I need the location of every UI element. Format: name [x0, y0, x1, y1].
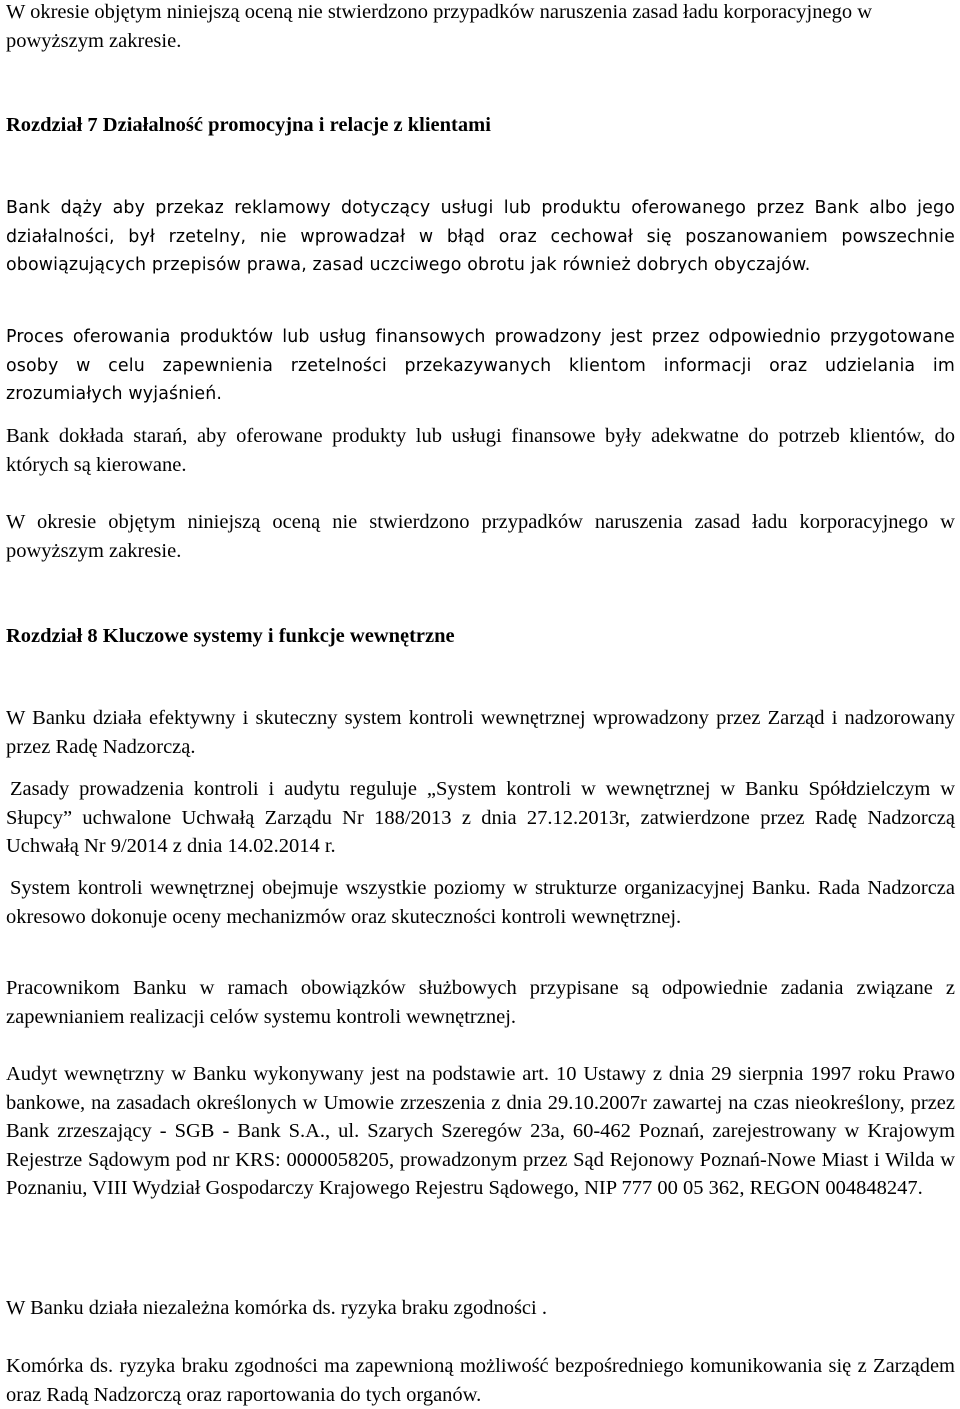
paragraph-audyt-wewnetrzny: Audyt wewnętrzny w Banku wykonywany jest na podstawie art. 10 Ustawy z dnia 29 sierpnia 1997 roku Prawo bankowe, na zasadach określonych w Umowie zrzeszenia z dnia 29.10.2007r zawartej na czas nieokreślony, przez Bank zrzeszający - SGB - Bank S.A., ul. Szarych Szeregów 23a, 60-462 Poznań, zarejestrowany w Krajowym Rejestrze Sądowym pod nr KRS: 0000058205, prowadzonym przez Sąd Rejonowy Poznań-Nowe Miast i Wilda w Poznaniu, VIII Wydział Gospodarczy Krajowego Rejestru Sądowego, NIP 777 00 05 362, REGON 004848247. — [6, 1063, 955, 1199]
paragraph-komunikowanie: Komórka ds. ryzyka braku zgodności ma zapewnioną możliwość bezpośredniego komunikowania się z Zarządem oraz Radą Nadzorczą oraz raportowania do tych organów. — [6, 1355, 955, 1406]
paragraph-poziomy-struktury: System kontroli wewnętrznej obejmuje wszystkie poziomy w strukturze organizacyjnej Banku. Rada Nadzorcza okresowo dokonuje oceny mechanizmów oraz skuteczności kontroli wewnętrznej. — [6, 877, 955, 928]
paragraph-proces-oferowania: Proces oferowania produktów lub usług finansowych prowadzony jest przez odpowiednio przygotowane osoby w celu zapewnienia rzetelności przekazywanych klientom informacji oraz udzielania im zrozumiałych wyjaśnień. — [6, 327, 955, 404]
paragraph-ladu-ch7: W okresie objętym niniejszą oceną nie stwierdzono przypadków naruszenia zasad ładu korporacyjnego w powyższym zakresie. — [6, 511, 955, 562]
paragraph-system-kontroli: W Banku działa efektywny i skuteczny system kontroli wewnętrznej wprowadzony przez Zarząd i nadzorowany przez Radę Nadzorczą. — [6, 707, 955, 758]
paragraph-dokłada-staran: Bank dokłada starań, aby oferowane produkty lub usługi finansowe były adekwatne do potrzeb klientów, do których są kierowane. — [6, 425, 955, 476]
paragraph-przekaz-reklamowy: Bank dąży aby przekaz reklamowy dotyczący usługi lub produktu oferowanego przez Bank albo jego działalności, był rzetelny, nie wprowadzał w błąd oraz cechował się poszanowaniem powszechnie obowiązujących przepisów prawa, zasad uczciwego obrotu jak również dobrych obyczajów. — [6, 198, 955, 275]
paragraph-pracownikom: Pracownikom Banku w ramach obowiązków służbowych przypisane są odpowiednie zadania związane z zapewnianiem realizacji celów systemu kontroli wewnętrznej. — [6, 977, 955, 1028]
chapter-7-heading: Rozdział 7 Działalność promocyjna i relacje z klientami — [6, 114, 491, 136]
chapter-8-heading: Rozdział 8 Kluczowe systemy i funkcje wewnętrzne — [6, 625, 455, 647]
paragraph-zasady-kontroli: Zasady prowadzenia kontroli i audytu reguluje „System kontroli w wewnętrznej w Banku Spółdzielczym w Słupcy” uchwalone Uchwałą Zarządu Nr 188/2013 z dnia 27.12.2013r, zatwierdzone przez Radę Nadzorczą Uchwałą Nr 9/2014 z dnia 14.02.2014 r. — [6, 778, 955, 857]
paragraph-komorka-zgodnosci: W Banku działa niezależna komórka ds. ryzyka braku zgodności . — [6, 1297, 547, 1319]
paragraph-ladu-top: W okresie objętym niniejszą oceną nie stwierdzono przypadków naruszenia zasad ładu korporacyjnego w powyższym zakresie. — [6, 1, 873, 52]
